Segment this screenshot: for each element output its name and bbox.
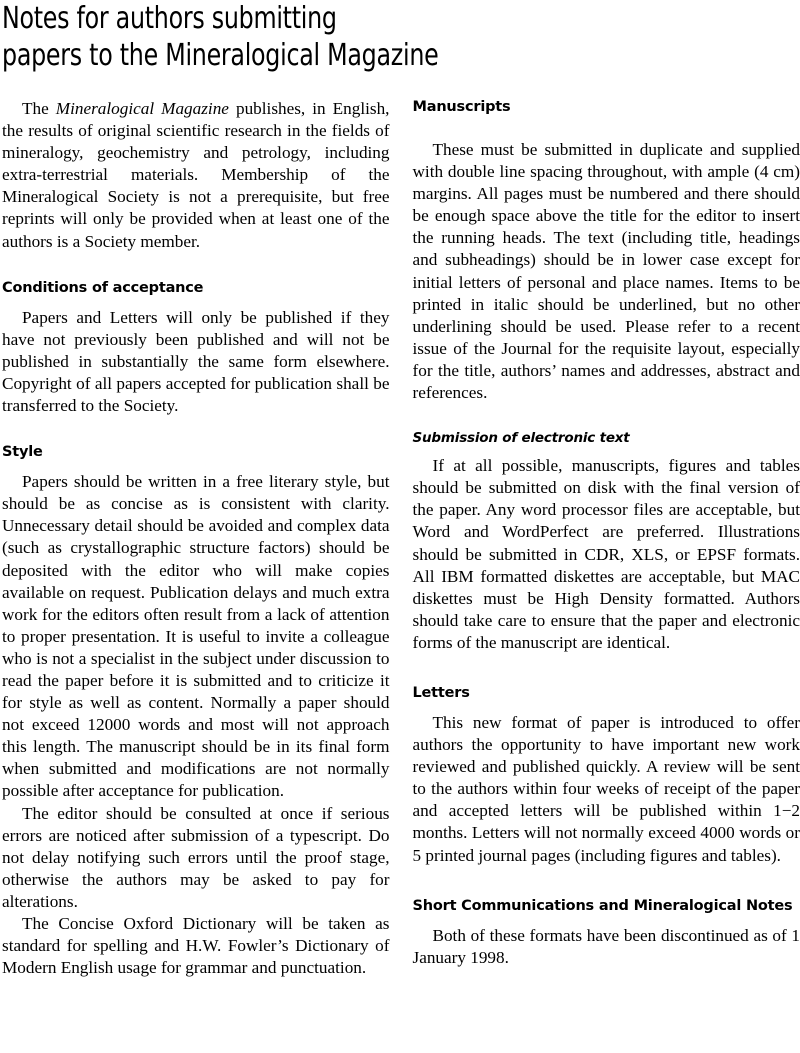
section-heading-style: Style xyxy=(2,444,43,461)
intro-text-after: publishes, in English, the results of original scientific research in the fields of mineralogy, geochemistry and petrology, including extra-terrestrial materials. Membership of the Mineralogical Society is not a prerequisite, but free reprints will only be provided when at least one of the authors is a Society member. xyxy=(2,99,390,251)
intro-text-before: The xyxy=(22,99,56,118)
conditions-paragraph-1: Papers and Letters will only be published if they have not previously been published and will not be published in substantially the same form elsewhere. Copyright of all papers accepted for publication shall be transferred to the Society. xyxy=(2,307,390,416)
subsection-heading-submission-of-electronic-text: Submission of electronic text xyxy=(412,430,630,447)
style-paragraph-2: The editor should be consulted at once if serious errors are noticed after submission of a typescript. Do not delay notifying such errors until the proof stage, otherwise the authors may be asked to pay for alterations. xyxy=(2,803,390,911)
page-title-line-2: papers to the Mineralogical Magazine xyxy=(2,38,439,73)
section-heading-conditions-of-acceptance: Conditions of acceptance xyxy=(2,279,204,296)
spacer xyxy=(413,404,800,430)
manuscripts-paragraph-1: These must be submitted in duplicate and supplied with double line spacing throughout, with ample (4 cm) margins. All pages must be numbered and there should be enough space above the title for the editor to insert the running heads. The text (including title, headings and subheadings) should be in lower case except for initial letters of personal and place names. Items to be printed in italic should be underlined, but no other underlining should be used. Please refer to a recent issue of the Journal for the requisite layout, especially for the title, authors’ names and addresses, abstract and references. xyxy=(412,140,800,403)
intro-paragraph xyxy=(2,98,390,253)
section-heading-short-communications-and-mineralogical-notes: Short Communications and Mineralogical Notes xyxy=(412,897,793,914)
page-title-line-1: Notes for authors submitting xyxy=(2,1,337,36)
spacer xyxy=(413,126,800,139)
short-communications-paragraph-1: Both of these formats have been discontinued as of 1 January 1998. xyxy=(412,925,800,967)
electronic-text-paragraph-1: If at all possible, manuscripts, figures and tables should be submitted on disk with the final version of the paper. Any word processor files are acceptable, but Word and WordPerfect are preferred. Illustrations should be submitted in CDR, XLS, or EPSF formats. All IBM formatted diskettes are acceptable, but MAC diskettes must be High Density formatted. Authors should take care to ensure that the paper and electronic forms of the manuscript are identical. xyxy=(412,456,800,652)
style-paragraph-1: Papers should be written in a free literary style, but should be as concise as is consistent with clarity. Unnecessary detail should be avoided and complex data (such as crystallographic structure factors) should be deposited with the editor who will make copies available on request. Publication delays and much extra work for the editors often result from a lack of attention to proper presentation. It is useful to invite a colleague who is not a specialist in the subject under discussion to read the paper before it is submitted and to criticize it for style as well as content. Normally a paper should not exceed 12000 words and most will not approach this length. The manuscript should be in its final form when submitted and modifications are not normally possible after acceptance for publication. xyxy=(2,472,390,801)
spacer xyxy=(413,654,800,684)
left-column xyxy=(0,98,390,979)
spacer xyxy=(2,253,390,279)
letters-paragraph-1: This new format of paper is introduced to offer authors the opportunity to have important new work reviewed and published quickly. A review will be sent to the authors within four weeks of receipt of the paper and accepted letters will be published within 1−2 months. Letters will not normally exceed 4000 words or 5 printed journal pages (including figures and tables). xyxy=(412,712,800,865)
journal-name-italic: Mineralogical Magazine xyxy=(55,99,229,118)
spacer xyxy=(2,417,390,443)
spacer xyxy=(413,867,800,897)
column-layout xyxy=(0,98,800,979)
section-heading-manuscripts: Manuscripts xyxy=(412,99,511,115)
section-heading-letters: Letters xyxy=(412,684,470,701)
right-column xyxy=(403,98,800,979)
page-title xyxy=(2,0,702,74)
style-paragraph-3: The Concise Oxford Dictionary will be taken as standard for spelling and H.W. Fowler’s Dictionary of Modern English usage for grammar and punctuation. xyxy=(2,914,390,978)
